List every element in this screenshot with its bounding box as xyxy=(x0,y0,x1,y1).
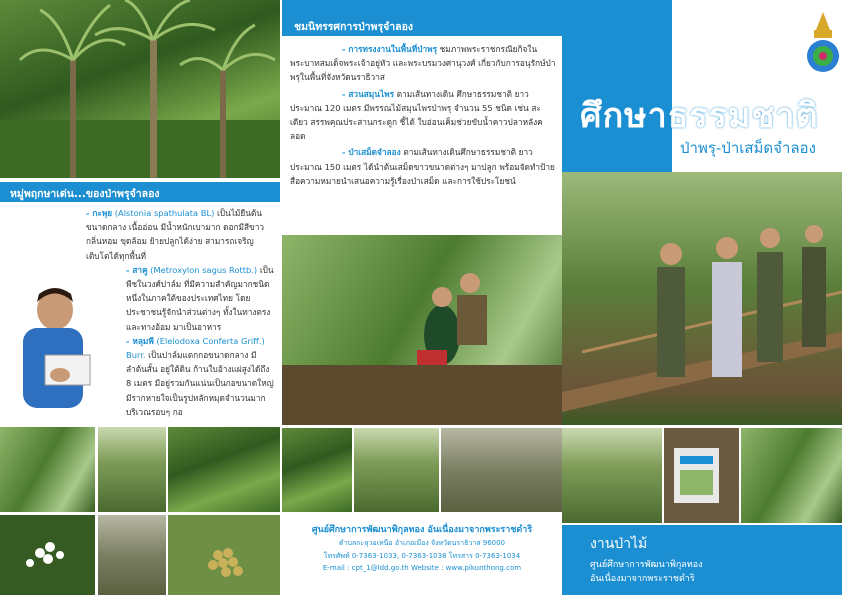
boardwalk-photo xyxy=(741,428,842,523)
middle-header-text: ชมนิทรรศการป่าพรุจำลอง xyxy=(294,21,414,33)
plant-desc: เป็นปาล์มแตกกอขนาดกลาง มีลำต้นสั้น อยู่ใต้ดิน ก้านใบอ้างแผ่สูงได้ถึง 8 เมตร มีอยู่รวมกันแน่นเป็นกอขนาดใหญ่ มีรากหายใจเป็นรูปหลักหมุดจำนวนมากบริเวณรอบๆ กอ xyxy=(126,350,274,417)
exhibition-title: การทรงงานในพื้นที่ป่าพรุ xyxy=(348,44,438,54)
footer-web: E-mail : cpt_1@ldd.go.th Website : www.pikunthong.com xyxy=(322,564,522,572)
exhibition-item-1: - การทรงงานในพื้นที่ป่าพรุ ชมภาพพระราชกรณียกิจในพระบาทสมเด็จพระเจ้าอยู่หัว และพระบรมวงศานุวงศ์ เกี่ยวกับการอนุรักษ์ป่าพรุในพื้นที่จังหวัดนราธิวาส xyxy=(290,44,556,83)
plant-sci-name: (Alstonia spathulata BL) xyxy=(114,208,215,218)
title-blue-block xyxy=(562,0,672,172)
exhibition-title: ป่าเสม็ดจำลอง xyxy=(348,147,401,158)
main-title: ศึกษาธรรมชาติ xyxy=(580,96,819,136)
left-header-text: หมู่พฤกษาเด่น...ของป่าพรุจำลอง xyxy=(10,188,160,200)
plant-photo xyxy=(98,427,166,512)
palm-forest-photo xyxy=(0,0,280,178)
forest-photo xyxy=(562,428,662,523)
left-section-header xyxy=(0,182,280,202)
footer-title: งานป่าไม้ xyxy=(590,536,648,552)
exhibition-list xyxy=(290,42,556,188)
sign-board-photo xyxy=(664,428,739,523)
middle-section-header xyxy=(282,0,562,36)
exhibit-photo xyxy=(354,428,439,512)
plant-item-2: - สาคู (Metroxylon sagus Rottb.) เป็นพืชในวงศ์ปาล์ม ที่มีความสำคัญมากชนิดหนึ่งในภาคใต้ของประเทศไทย โดยประชาชนรู้จักนำส่วนต่างๆ ทั้งในทางตรงและทางอ้อม มาเป็นอาหาร xyxy=(126,264,274,332)
exhibit-photo xyxy=(441,428,562,512)
plant-sci-name: (Eleiodoxa Conferta Griff.) Burr. xyxy=(126,335,265,361)
footer-address: ตำบลกะลุวอเหนือ อำเภอเมือง จังหวัดนราธิวาส 96000 xyxy=(338,539,506,547)
plant-name: กะพุย xyxy=(92,208,113,218)
plant-photo xyxy=(98,515,166,595)
visitors-walkway-photo xyxy=(562,172,842,425)
exhibition-title: สวนสมุนไพร xyxy=(348,88,395,99)
royal-emblem-icon xyxy=(800,10,842,80)
footer-phone: โทรศัพท์ 0-7363-1033, 0-7363-1038 โทรสาร 0-7363-1034 xyxy=(323,552,521,560)
plant-name: สาคู xyxy=(132,264,148,275)
palm-illustration xyxy=(0,0,280,178)
exhibition-desc: ชมภาพพระราชกรณียกิจในพระบาทสมเด็จพระเจ้าอยู่หัว และพระบรมวงศานุวงศ์ เกี่ยวกับการอนุรักษ์ป่าพรุในพื้นที่จังหวัดนราธิวาส xyxy=(290,44,556,83)
exhibition-item-2: - สวนสมุนไพร ตามเส้นทางเดิน ศึกษาธรรมชาติ ยาวประมาณ 120 เมตร มีพรรณไม้สมุนไพรป่าพรุ จำนวน 55 ชนิด เช่น สะเดียว สรรพคุณประสานกระดูก ชี้ได้ ใบอ่อนเค็มช่วยขับน้ำคาวปลาหลังคลอด xyxy=(290,88,543,142)
plant-name: หลุมพี xyxy=(132,335,154,346)
exhibition-item-3: - ป่าเสม็ดจำลอง ตามเส้นทางเดินศึกษาธรรมชาติ ยาวประมาณ 150 เมตร ได้นำต้นเสม็ดขาวขนาดต่างๆ มาปลูก พร้อมจัดทำป้ายสื่อความหมายนำเสนอความรู้เรื่องป่าเสม็ด และการใช้ประโยชน์ xyxy=(290,147,555,186)
middle-footer xyxy=(282,518,562,595)
exhibition-desc: ตามเส้นทางเดิน ศึกษาธรรมชาติ ยาวประมาณ 120 เมตร มีพรรณไม้สมุนไพรป่าพรุ จำนวน 55 ชนิด เช่น สะเดียว สรรพคุณประสานกระดูก ชี้ได้ ใบอ่อนเค็มช่วยขับน้ำคาวปลาหลังคลอด xyxy=(290,88,543,142)
right-footer xyxy=(562,525,842,595)
plant-sci-name: (Metroxylon sagus Rottb.) xyxy=(150,264,258,275)
flower-photo xyxy=(0,515,95,595)
plant-item-3: - หลุมพี (Eleiodoxa Conferta Griff.) Burr. เป็นปาล์มแตกกอขนาดกลาง มีลำต้นสั้น อยู่ใต้ดิน ก้านใบอ้างแผ่สูงได้ถึง 8 เมตร มีอยู่รวมกันแน่นเป็นกอขนาดใหญ่ มีรากหายใจเป็นรูปหลักหมุดจำนวนมากบริเวณรอบๆ กอ xyxy=(126,335,274,417)
exhibit-photo xyxy=(282,428,352,512)
fruit-photo xyxy=(168,515,280,595)
footer-line2: อันเนื่องมาจากพระราชดำริ xyxy=(590,574,695,584)
left-plant-list xyxy=(8,206,274,419)
plant-desc: เป็นไม้ยืนต้นขนาดกลาง เนื้ออ่อน มีน้ำหนักเบามาก ดอกมีสีขาว กลิ่นหอม ขุดล้อม ย้ายปลูกได้ง่าย สามารถเจริญเติบโตได้ทุกพื้นที่ xyxy=(86,208,265,261)
emblem xyxy=(800,10,842,80)
plant-item-1: - กะพุย (Alstonia spathulata BL) เป็นไม้ยืนต้นขนาดกลาง เนื้ออ่อน มีน้ำหนักเบามาก ดอกมีสีขาว กลิ่นหอม ขุดล้อม ย้ายปลูกได้ง่าย สามารถเจริญเติบโตได้ทุกพื้นที่ xyxy=(86,208,265,261)
main-subtitle: ป่าพรุ-ป่าเสม็ดจำลอง xyxy=(680,139,816,157)
herb-garden-photo xyxy=(282,235,562,425)
exhibition-desc: ตามเส้นทางเดินศึกษาธรรมชาติ ยาวประมาณ 150 เมตร ได้นำต้นเสม็ดขาวขนาดต่างๆ มาปลูก พร้อมจัดทำป้ายสื่อความหมายนำเสนอความรู้เรื่องป่าเสม็ด และการใช้ประโยชน์ xyxy=(290,147,555,186)
plant-photo xyxy=(0,427,95,512)
footer-org: ศูนย์ศึกษาการพัฒนาพิกุลทอง อันเนื่องมาจากพระราชดำริ xyxy=(311,525,533,535)
right-title-area xyxy=(562,0,842,172)
plant-photo xyxy=(168,427,280,512)
footer-line1: ศูนย์ศึกษาการพัฒนาพิกุลทอง xyxy=(590,560,703,570)
plant-desc: เป็นพืชในวงศ์ปาล์ม ที่มีความสำคัญมากชนิดหนึ่งในภาคใต้ของประเทศไทย โดยประชาชนรู้จักนำส่วนต่างๆ ทั้งในทางตรงและทางอ้อม มาเป็นอาหาร xyxy=(126,264,274,332)
